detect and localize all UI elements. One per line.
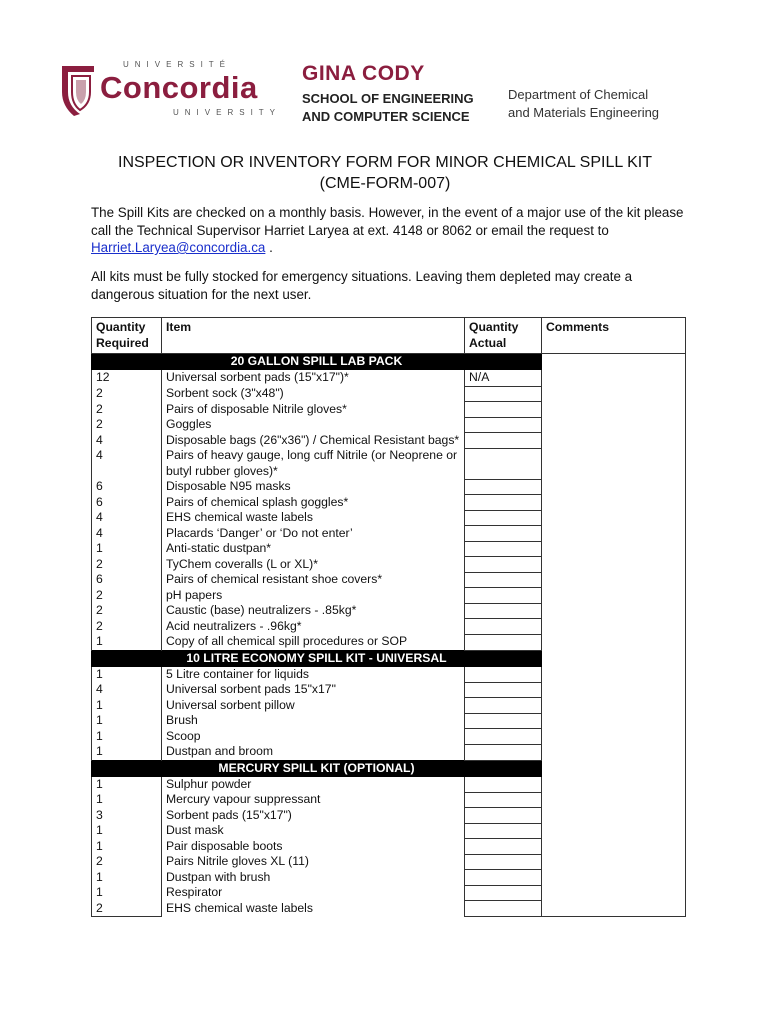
item-cell: Pair disposable boots xyxy=(162,839,465,855)
quantity-required-cell: 1 xyxy=(92,698,162,714)
section-title: 10 LITRE ECONOMY SPILL KIT - UNIVERSAL xyxy=(92,650,542,666)
comments-cell[interactable] xyxy=(542,839,686,855)
quantity-actual-cell[interactable] xyxy=(465,572,542,588)
university-name: Concordia xyxy=(100,70,258,105)
quantity-actual-cell[interactable] xyxy=(465,634,542,650)
table-row xyxy=(92,526,686,542)
quantity-actual-cell[interactable] xyxy=(465,744,542,760)
quantity-required-cell: 1 xyxy=(92,713,162,729)
comments-cell[interactable] xyxy=(542,526,686,542)
comments-cell[interactable] xyxy=(542,744,686,760)
quantity-actual-cell[interactable] xyxy=(465,666,542,682)
school-name-block xyxy=(302,62,474,126)
item-cell: Universal sorbent pads (15"x17")* xyxy=(162,370,465,387)
quantity-actual-cell[interactable]: N/A xyxy=(465,370,542,387)
item-cell: Copy of all chemical spill procedures or SOP xyxy=(162,634,465,650)
comments-cell[interactable] xyxy=(542,666,686,682)
item-cell: Universal sorbent pillow xyxy=(162,698,465,714)
table-row xyxy=(92,495,686,511)
item-cell: Pairs of disposable Nitrile gloves* xyxy=(162,402,465,418)
section-title: MERCURY SPILL KIT (OPTIONAL) xyxy=(92,760,542,776)
item-cell: Goggles xyxy=(162,417,465,433)
school-name: GINA CODY xyxy=(302,62,425,85)
quantity-required-cell: 4 xyxy=(92,448,162,479)
item-cell: Caustic (base) neutralizers - .85kg* xyxy=(162,603,465,619)
section-header-row xyxy=(92,760,686,776)
comments-cell[interactable] xyxy=(542,682,686,698)
table-row xyxy=(92,619,686,635)
item-cell: pH papers xyxy=(162,588,465,604)
table-row xyxy=(92,634,686,650)
comments-cell[interactable] xyxy=(542,370,686,387)
quantity-actual-cell[interactable] xyxy=(465,729,542,745)
stock-paragraph: All kits must be fully stocked for emergency situations. Leaving them depleted may create a dangerous situation for the next user. xyxy=(91,269,633,302)
item-cell: Placards ‘Danger’ or ‘Do not enter’ xyxy=(162,526,465,542)
table-row xyxy=(92,479,686,495)
table-row xyxy=(92,808,686,824)
comments-cell[interactable] xyxy=(542,885,686,901)
quantity-required-cell: 2 xyxy=(92,417,162,433)
quantity-required-cell: 1 xyxy=(92,776,162,792)
quantity-actual-cell[interactable] xyxy=(465,557,542,573)
quantity-required-cell: 1 xyxy=(92,885,162,901)
item-cell: 5 Litre container for liquids xyxy=(162,666,465,682)
quantity-actual-cell[interactable] xyxy=(465,526,542,542)
quantity-required-cell: 2 xyxy=(92,386,162,402)
table-row xyxy=(92,776,686,792)
comments-cell[interactable] xyxy=(542,495,686,511)
item-cell: Sorbent sock (3"x48") xyxy=(162,386,465,402)
table-row xyxy=(92,729,686,745)
quantity-required-cell: 1 xyxy=(92,666,162,682)
table-row xyxy=(92,901,686,917)
item-cell: TyChem coveralls (L or XL)* xyxy=(162,557,465,573)
comments-cell[interactable] xyxy=(542,808,686,824)
comments-cell[interactable] xyxy=(542,433,686,449)
table-row xyxy=(92,885,686,901)
item-cell: Universal sorbent pads 15"x17" xyxy=(162,682,465,698)
quantity-actual-cell[interactable] xyxy=(465,510,542,526)
table-row xyxy=(92,557,686,573)
quantity-actual-cell[interactable] xyxy=(465,808,542,824)
comments-cell[interactable] xyxy=(542,386,686,402)
item-cell: Pairs of chemical splash goggles* xyxy=(162,495,465,511)
comments-cell[interactable] xyxy=(542,713,686,729)
dept-line-2: and Materials Engineering xyxy=(508,105,660,120)
quantity-actual-cell[interactable] xyxy=(465,870,542,886)
quantity-required-cell: 6 xyxy=(92,479,162,495)
quantity-actual-cell[interactable] xyxy=(465,448,542,479)
quantity-required-cell: 1 xyxy=(92,870,162,886)
table-row xyxy=(92,666,686,682)
quantity-actual-cell[interactable] xyxy=(465,682,542,698)
item-cell: Scoop xyxy=(162,729,465,745)
quantity-required-cell: 1 xyxy=(92,823,162,839)
section-title: 20 GALLON SPILL LAB PACK xyxy=(92,354,542,370)
table-row xyxy=(92,854,686,870)
table-row xyxy=(92,572,686,588)
comments-cell[interactable] xyxy=(542,792,686,808)
quantity-required-cell: 2 xyxy=(92,619,162,635)
quantity-required-cell: 3 xyxy=(92,808,162,824)
quantity-required-cell: 2 xyxy=(92,603,162,619)
comments-cell[interactable] xyxy=(542,354,686,370)
intro-paragraph xyxy=(91,204,691,257)
quantity-required-cell: 2 xyxy=(92,901,162,917)
table-row xyxy=(92,744,686,760)
table-row xyxy=(92,386,686,402)
quantity-actual-cell[interactable] xyxy=(465,479,542,495)
quantity-actual-cell[interactable] xyxy=(465,713,542,729)
comments-cell[interactable] xyxy=(542,541,686,557)
intro-text: The Spill Kits are checked on a monthly basis. However, in the event of a major use of the kit please call the Technical Supervisor Harriet Laryea at ext. 4148 or 8062 or email the request to xyxy=(91,205,684,238)
item-cell: EHS chemical waste labels xyxy=(162,901,465,917)
quantity-required-cell: 4 xyxy=(92,682,162,698)
school-line-2: AND COMPUTER SCIENCE xyxy=(302,109,470,124)
comments-cell[interactable] xyxy=(542,619,686,635)
item-cell: Pairs Nitrile gloves XL (11) xyxy=(162,854,465,870)
comments-cell[interactable] xyxy=(542,479,686,495)
comments-cell[interactable] xyxy=(542,557,686,573)
comments-cell[interactable] xyxy=(542,698,686,714)
table-row xyxy=(92,839,686,855)
quantity-actual-cell[interactable] xyxy=(465,495,542,511)
item-cell: Disposable bags (26"x36") / Chemical Resistant bags* xyxy=(162,433,465,449)
item-cell: Sorbent pads (15"x17") xyxy=(162,808,465,824)
quantity-actual-cell[interactable] xyxy=(465,792,542,808)
item-cell: EHS chemical waste labels xyxy=(162,510,465,526)
quantity-actual-cell[interactable] xyxy=(465,823,542,839)
table-header-row xyxy=(92,318,686,354)
header-comments: Comments xyxy=(542,318,686,354)
form-title xyxy=(60,152,710,194)
item-cell: Pairs of heavy gauge, long cuff Nitrile (or Neoprene or butyl rubber gloves)* xyxy=(162,448,465,479)
quantity-actual-cell[interactable] xyxy=(465,541,542,557)
comments-cell[interactable] xyxy=(542,603,686,619)
item-cell: Respirator xyxy=(162,885,465,901)
comments-cell[interactable] xyxy=(542,402,686,418)
table-row xyxy=(92,417,686,433)
school-subtitle xyxy=(302,90,474,126)
comments-cell[interactable] xyxy=(542,588,686,604)
quantity-actual-cell[interactable] xyxy=(465,901,542,917)
item-cell: Mercury vapour suppressant xyxy=(162,792,465,808)
quantity-required-cell: 1 xyxy=(92,729,162,745)
quantity-required-cell: 12 xyxy=(92,370,162,387)
section-header-row xyxy=(92,354,686,370)
concordia-logo xyxy=(60,58,280,122)
table-row xyxy=(92,448,686,479)
quantity-required-cell: 2 xyxy=(92,402,162,418)
table-row xyxy=(92,870,686,886)
dept-line-1: Department of Chemical xyxy=(508,87,649,102)
comments-cell[interactable] xyxy=(542,510,686,526)
quantity-required-cell: 1 xyxy=(92,839,162,855)
quantity-required-cell: 1 xyxy=(92,744,162,760)
comments-cell[interactable] xyxy=(542,760,686,776)
university-top-text: UNIVERSITÉ xyxy=(123,60,232,69)
quantity-required-cell: 4 xyxy=(92,510,162,526)
quantity-actual-cell[interactable] xyxy=(465,854,542,870)
table-row xyxy=(92,433,686,449)
header-item: Item xyxy=(162,318,465,354)
quantity-actual-cell[interactable] xyxy=(465,776,542,792)
inventory-table xyxy=(91,317,686,917)
form-title-line-2: (CME-FORM-007) xyxy=(319,175,451,192)
quantity-actual-cell[interactable] xyxy=(465,402,542,418)
table-row xyxy=(92,698,686,714)
table-row xyxy=(92,588,686,604)
table-row xyxy=(92,510,686,526)
table-row xyxy=(92,603,686,619)
quantity-required-cell: 1 xyxy=(92,541,162,557)
quantity-actual-cell[interactable] xyxy=(465,417,542,433)
quantity-actual-cell[interactable] xyxy=(465,698,542,714)
item-cell: Sulphur powder xyxy=(162,776,465,792)
item-cell: Brush xyxy=(162,713,465,729)
concordia-crest-icon xyxy=(60,62,96,118)
quantity-actual-cell[interactable] xyxy=(465,603,542,619)
university-bottom-text: UNIVERSITY xyxy=(173,108,282,117)
table-row xyxy=(92,792,686,808)
quantity-actual-cell[interactable] xyxy=(465,433,542,449)
comments-cell[interactable] xyxy=(542,650,686,666)
table-row xyxy=(92,682,686,698)
quantity-actual-cell[interactable] xyxy=(465,885,542,901)
intro-end: . xyxy=(265,240,273,255)
quantity-required-cell: 6 xyxy=(92,572,162,588)
quantity-required-cell: 1 xyxy=(92,634,162,650)
comments-cell[interactable] xyxy=(542,572,686,588)
table-row xyxy=(92,541,686,557)
item-cell: Dustpan and broom xyxy=(162,744,465,760)
quantity-actual-cell[interactable] xyxy=(465,619,542,635)
comments-cell[interactable] xyxy=(542,417,686,433)
comments-cell[interactable] xyxy=(542,729,686,745)
quantity-required-cell: 1 xyxy=(92,792,162,808)
item-cell: Dustpan with brush xyxy=(162,870,465,886)
table-row xyxy=(92,713,686,729)
comments-cell[interactable] xyxy=(542,823,686,839)
item-cell: Dust mask xyxy=(162,823,465,839)
department-name xyxy=(508,86,659,122)
comments-cell[interactable] xyxy=(542,634,686,650)
quantity-actual-cell[interactable] xyxy=(465,588,542,604)
comments-cell[interactable] xyxy=(542,870,686,886)
quantity-required-cell: 4 xyxy=(92,433,162,449)
item-cell: Acid neutralizers - .96kg* xyxy=(162,619,465,635)
quantity-required-cell: 2 xyxy=(92,557,162,573)
header-qty-required: Quantity Required xyxy=(92,318,162,354)
quantity-required-cell: 6 xyxy=(92,495,162,511)
comments-cell[interactable] xyxy=(542,901,686,917)
table-row xyxy=(92,402,686,418)
comments-cell[interactable] xyxy=(542,854,686,870)
quantity-actual-cell[interactable] xyxy=(465,386,542,402)
school-line-1: SCHOOL OF ENGINEERING xyxy=(302,91,474,106)
quantity-required-cell: 2 xyxy=(92,588,162,604)
comments-cell[interactable] xyxy=(542,776,686,792)
comments-cell[interactable] xyxy=(542,448,686,479)
table-row xyxy=(92,823,686,839)
form-title-line-1: INSPECTION OR INVENTORY FORM FOR MINOR CHEMICAL SPILL KIT xyxy=(118,154,652,171)
header-qty-actual: Quantity Actual xyxy=(465,318,542,354)
section-header-row xyxy=(92,650,686,666)
quantity-actual-cell[interactable] xyxy=(465,839,542,855)
quantity-required-cell: 4 xyxy=(92,526,162,542)
email-link[interactable]: Harriet.Laryea@concordia.ca xyxy=(91,240,266,255)
table-row xyxy=(92,370,686,387)
item-cell: Disposable N95 masks xyxy=(162,479,465,495)
item-cell: Pairs of chemical resistant shoe covers* xyxy=(162,572,465,588)
item-cell: Anti-static dustpan* xyxy=(162,541,465,557)
quantity-required-cell: 2 xyxy=(92,854,162,870)
page-header xyxy=(60,58,720,128)
